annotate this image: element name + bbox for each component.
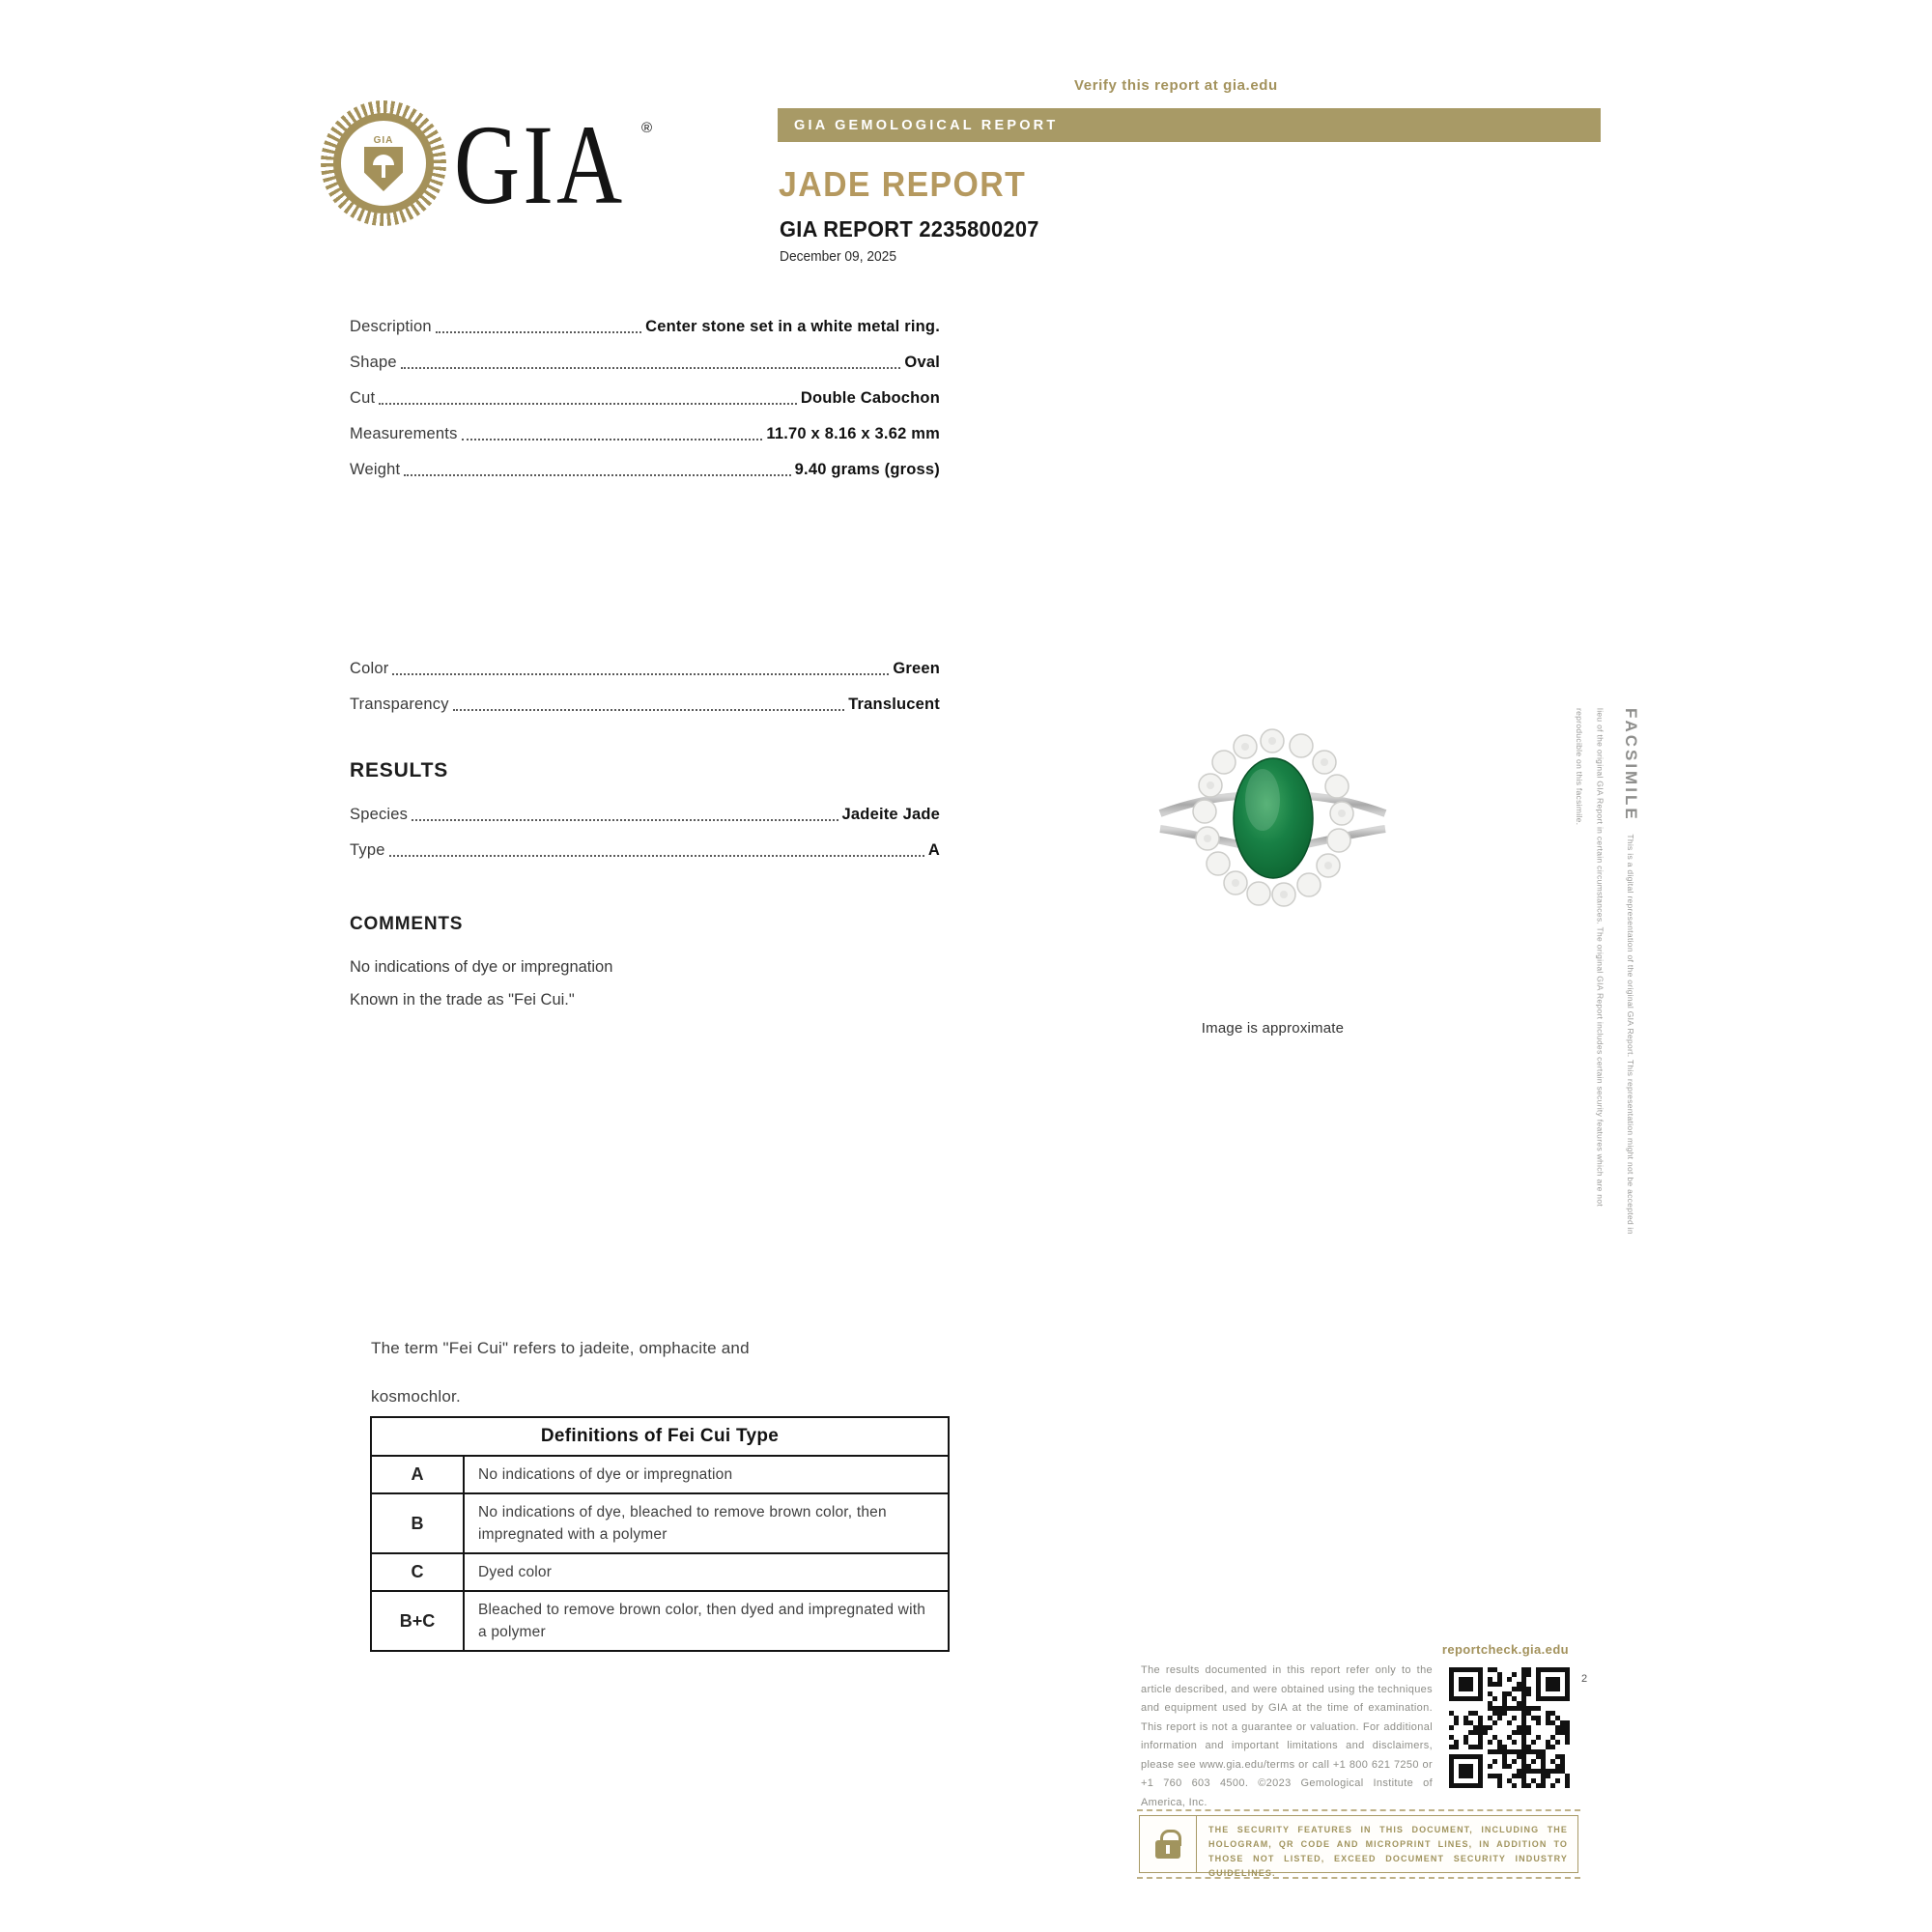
spec-row-measurements [350,424,940,443]
gemological-report-banner [778,108,1601,142]
definition-cell: Bleached to remove brown color, then dyed and impregnated with a polymer [464,1591,949,1651]
ring-illustration [1154,707,1391,939]
dotted-leader [436,331,641,333]
spec-row-shape [350,353,940,372]
gia-seal-icon [321,100,446,226]
qr-code-image [1449,1667,1570,1788]
dotted-leader [453,709,845,711]
spec-label: Species [350,806,409,823]
definition-cell: No indications of dye, bleached to remove brown color, then impregnated with a polymer [464,1493,949,1553]
dotted-leader [412,819,838,821]
lock-body [1155,1840,1180,1859]
spec-label: Measurements [350,425,458,442]
security-notice-box [1139,1815,1578,1878]
spec-row-species [350,805,940,824]
spec-label: Weight [350,461,401,478]
spec-value: Translucent [848,696,940,713]
comments-body [350,951,612,1016]
dotted-leader [404,474,790,476]
spec-value: 9.40 grams (gross) [794,461,940,478]
type-cell: A [371,1456,464,1493]
table-row [371,1456,949,1493]
type-cell: B+C [371,1591,464,1651]
type-cell: B [371,1493,464,1553]
type-cell: C [371,1553,464,1591]
spec-value: Green [893,660,940,677]
table-row [371,1591,949,1651]
spec-row-cut [350,388,940,408]
results-heading: RESULTS [350,759,449,781]
comments-line: No indications of dye or impregnation [350,958,613,976]
qr-footnote: 2 [1581,1673,1588,1685]
fei-cui-note-line: The term "Fei Cui" refers to jadeite, omphacite and [371,1339,750,1357]
table-row [371,1493,949,1553]
table-row [371,1553,949,1591]
facsimile-sidebar [1574,708,1652,1237]
lock-cell [1140,1816,1197,1872]
spec-label: Color [350,660,389,677]
dotted-leader [462,439,763,440]
facsimile-title: FACSIMILE [1622,708,1640,822]
table-title: Definitions of Fei Cui Type [371,1417,949,1456]
image-caption: Image is approximate [1201,1020,1345,1037]
spec-label: Shape [350,354,397,371]
definition-cell: Dyed color [464,1553,949,1591]
spec-label: Type [350,841,385,859]
comments-line: Known in the trade as "Fei Cui." [350,991,575,1009]
comments-heading: COMMENTS [350,914,464,934]
spec-value: Jadeite Jade [841,806,940,823]
spec-row-color [350,659,940,678]
security-notice-text: THE SECURITY FEATURES IN THIS DOCUMENT, INCLUDING THE HOLOGRAM, QR CODE AND MICROPRINT LINES, IN ADDITION TO THOSE NOT LISTED, EXCEED DOCUMENT SECURITY INDUSTRY GUIDELINES. [1208,1825,1568,1878]
spec-row-type [350,840,940,860]
facsimile-body: This is a digital representation of the original GIA Report. This representation might not be accepted in lieu of the original GIA Report in certain circumstances. The original GIA Report includes certain security features which are not reproducible on this facsimile. [1574,708,1635,1235]
spec-label: Description [350,318,432,335]
banner-label: GIA GEMOLOGICAL REPORT [794,117,1059,133]
spec-value: 11.70 x 8.16 x 3.62 mm [766,425,940,442]
ring-photo [1154,707,1391,939]
lock-icon [1155,1830,1180,1859]
spec-row-transparency [350,695,940,714]
spec-value: Double Cabochon [800,389,940,407]
gia-seal-text: GIA [373,135,394,146]
spec-row-weight [350,460,940,479]
spec-label: Cut [350,389,376,407]
table-header-row [371,1417,949,1456]
dotted-leader [389,855,924,857]
reportcheck-link: reportcheck.gia.edu [1441,1642,1569,1657]
dotted-leader [401,367,901,369]
spec-row-description [350,317,940,336]
qr-code [1449,1667,1570,1788]
gia-seal-ring [333,113,434,213]
fei-cui-note-line: kosmochlor. [371,1387,461,1406]
gia-shield-icon [364,147,403,191]
dotted-leader [392,673,889,675]
spec-value: Center stone set in a white metal ring. [645,318,940,335]
gia-logo-wordmark: GIA [454,101,626,228]
report-date: December 09, 2025 [780,249,896,265]
report-title: JADE REPORT [779,164,1027,204]
spec-label: Transparency [350,696,449,713]
verify-report-link: Verify this report at gia.edu [1074,77,1278,94]
definition-cell: No indications of dye or impregnation [464,1456,949,1493]
disclaimer-text: The results documented in this report refer only to the article described, and were obtained using the techniques and equipment used by GIA at the time of examination. This report is not a guarantee or valuation. For additional information and important limitations and disclaimers, please see www.gia.edu/terms or call +1 800 621 7250 or +1 760 603 4500. ©2023 Gemological Institute of America, Inc. [1141,1664,1433,1808]
registered-trademark-symbol: ® [641,120,653,136]
dotted-leader [379,403,797,405]
spec-value: Oval [904,354,940,371]
spec-value: A [927,841,940,859]
fei-cui-definitions-table [370,1416,950,1652]
report-number: GIA REPORT 2235800207 [780,216,1039,242]
gia-seal-center [341,121,426,206]
